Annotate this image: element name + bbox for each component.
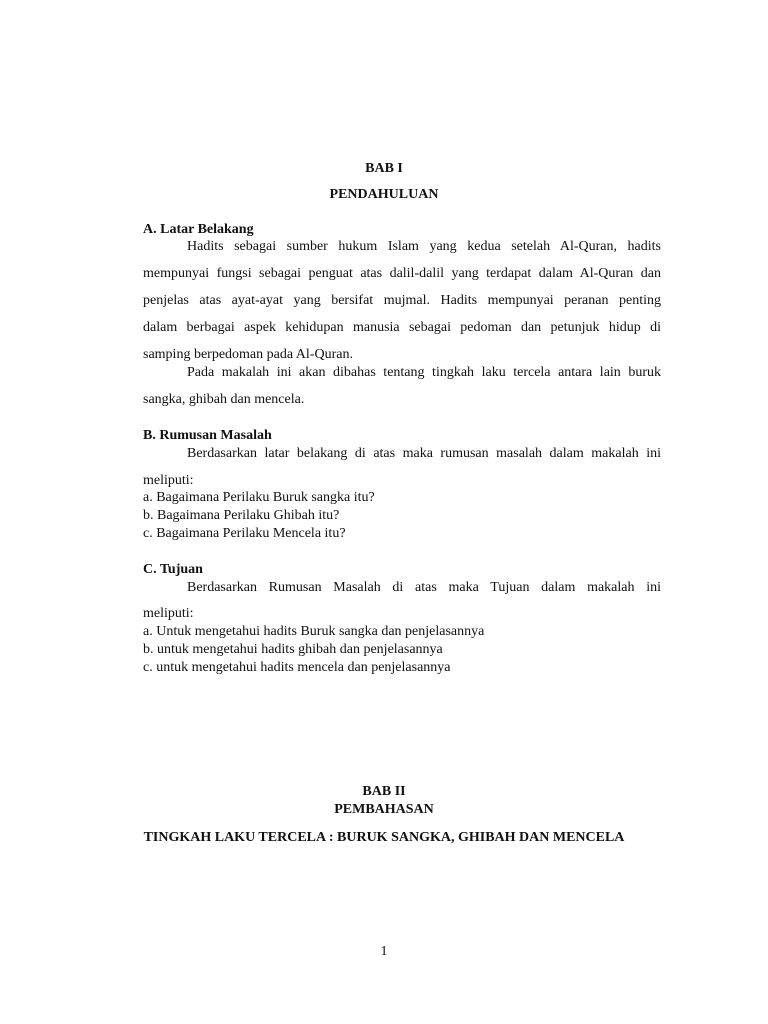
paragraph-line: dalam berbagai aspek kehidupan manusia sebagai pedoman dan petunjuk hidup di [143, 320, 661, 335]
list-item: c. Bagaimana Perilaku Mencela itu? [143, 526, 346, 541]
paragraph-line: Hadits sebagai sumber hukum Islam yang kedua setelah Al-Quran, hadits [187, 239, 661, 254]
chapter-subtitle: PENDAHULUAN [329, 187, 439, 202]
section-heading-tujuan: C. Tujuan [143, 562, 203, 577]
paragraph-line: samping berpedoman pada Al-Quran. [143, 347, 353, 362]
page-number: 1 [380, 944, 388, 959]
chapter-subtitle: PEMBAHASAN [334, 802, 434, 817]
paragraph-line: Pada makalah ini akan dibahas tentang tingkah laku tercela antara lain buruk [187, 365, 661, 380]
list-item: a. Bagaimana Perilaku Buruk sangka itu? [143, 490, 375, 505]
topic-heading: TINGKAH LAKU TERCELA : BURUK SANGKA, GHIBAH DAN MENCELA [143, 830, 625, 845]
list-item: b. Bagaimana Perilaku Ghibah itu? [143, 508, 340, 523]
chapter-title: BAB II [362, 784, 406, 799]
paragraph-line: Berdasarkan latar belakang di atas maka rumusan masalah dalam makalah ini [187, 446, 661, 461]
paragraph-line: penjelas atas ayat-ayat yang bersifat mujmal. Hadits mempunyai peranan penting [143, 293, 661, 308]
section-heading-rumusan-masalah: B. Rumusan Masalah [143, 428, 272, 443]
chapter-title: BAB I [365, 161, 403, 176]
paragraph-line: mempunyai fungsi sebagai penguat atas dalil-dalil yang terdapat dalam Al-Quran dan [143, 266, 661, 281]
list-item: a. Untuk mengetahui hadits Buruk sangka dan penjelasannya [143, 624, 485, 639]
paragraph-line: meliputi: [143, 606, 194, 621]
list-item: b. untuk mengetahui hadits ghibah dan penjelasannya [143, 642, 443, 657]
section-heading-latar-belakang: A. Latar Belakang [143, 222, 254, 237]
paragraph-line: meliputi: [143, 473, 194, 488]
paragraph-line: Berdasarkan Rumusan Masalah di atas maka Tujuan dalam makalah ini [187, 580, 661, 595]
paragraph-line: sangka, ghibah dan mencela. [143, 392, 305, 407]
list-item: c. untuk mengetahui hadits mencela dan penjelasannya [143, 660, 451, 675]
